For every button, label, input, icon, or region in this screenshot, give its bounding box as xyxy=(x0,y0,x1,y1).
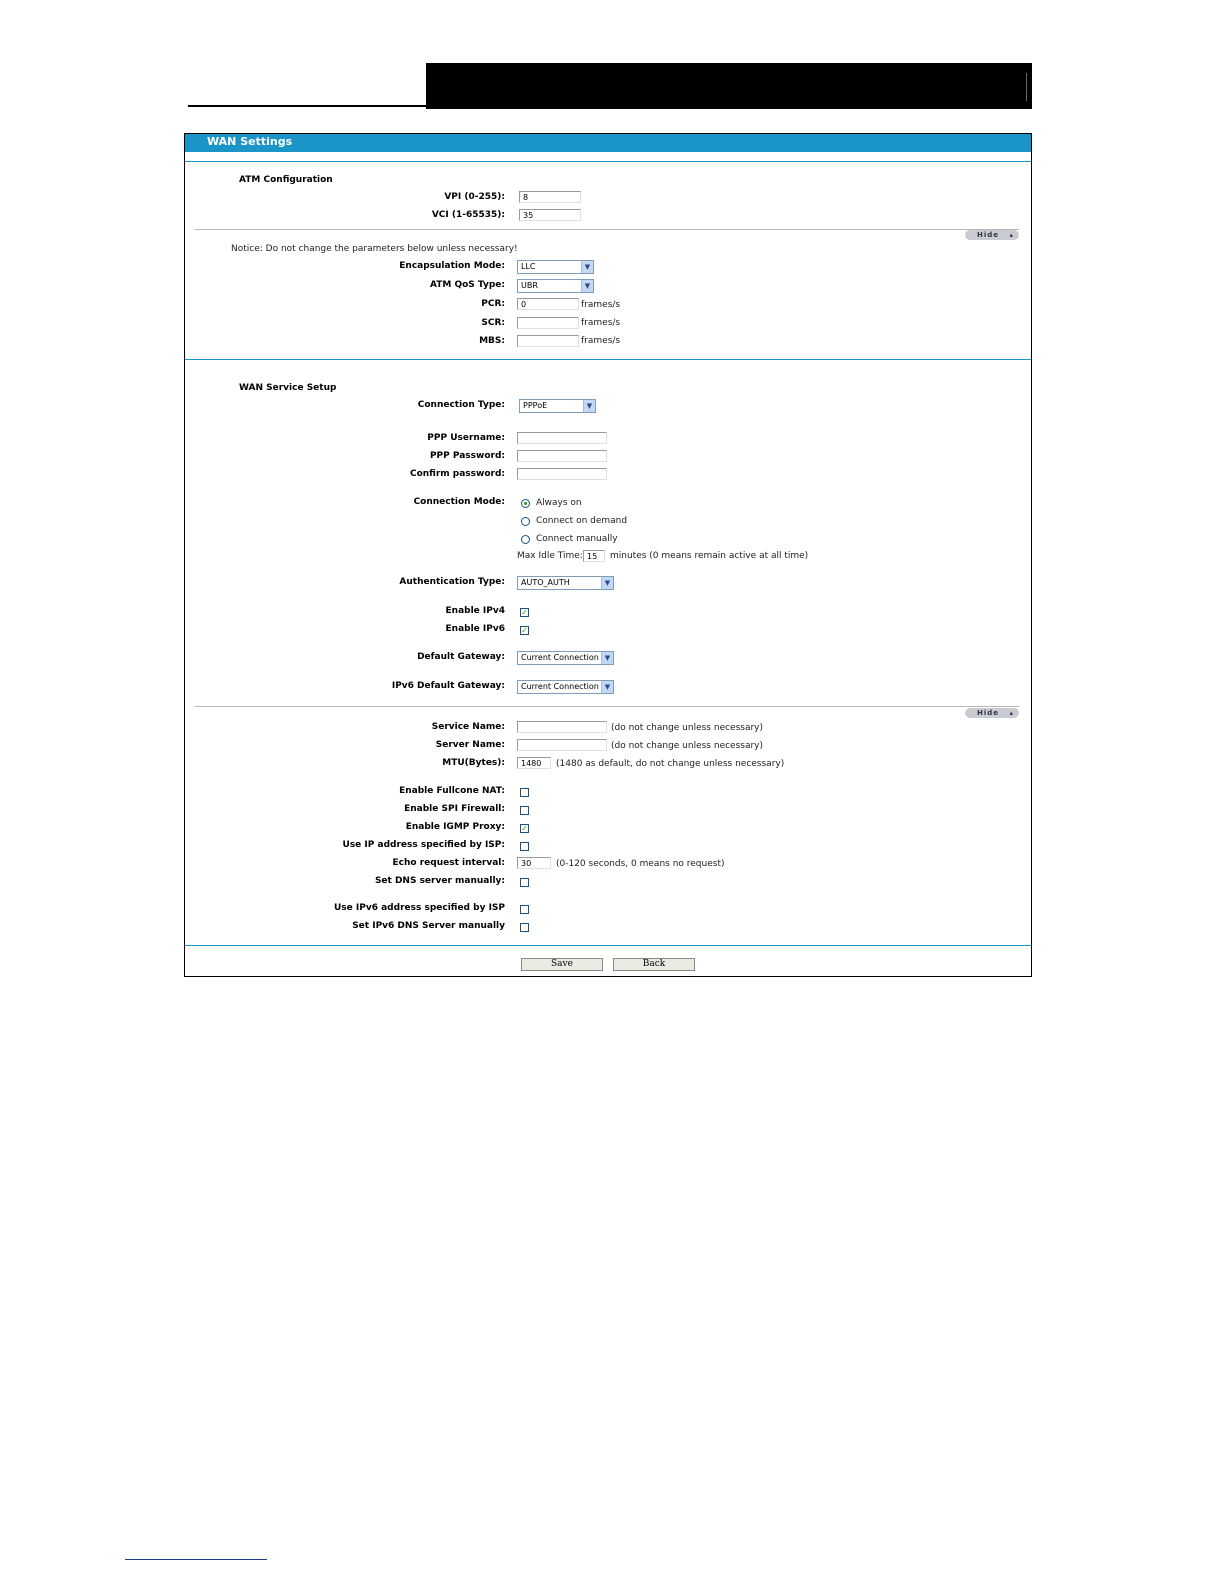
ipv6-dns-label: Set IPv6 DNS Server manually xyxy=(352,921,505,931)
chevron-down-icon: ▼ xyxy=(581,261,593,273)
password-input[interactable] xyxy=(517,450,607,462)
wan-section-title: WAN Service Setup xyxy=(239,383,337,393)
vpi-input[interactable]: 8 xyxy=(519,191,581,203)
service-name-input[interactable] xyxy=(517,721,607,733)
mbs-unit: frames/s xyxy=(581,336,621,346)
connection-mode-label: Connection Mode: xyxy=(413,497,505,507)
dns-manual-checkbox[interactable] xyxy=(520,878,529,887)
radio-always-on[interactable] xyxy=(521,499,530,508)
panel-title-bar xyxy=(185,134,1031,152)
ipv6-isp-label: Use IPv6 address specified by ISP xyxy=(334,903,505,913)
qos-value: UBR xyxy=(521,281,538,290)
spi-firewall-label: Enable SPI Firewall: xyxy=(404,804,505,814)
mbs-label: MBS: xyxy=(479,336,505,346)
ipv6-gateway-value: Current Connection xyxy=(521,682,599,691)
service-name-note: (do not change unless necessary) xyxy=(611,723,764,733)
chevron-down-icon: ▼ xyxy=(601,681,613,693)
back-button[interactable]: Back xyxy=(613,958,695,971)
radio-always-on-label: Always on xyxy=(536,498,582,508)
pcr-input[interactable]: 0 xyxy=(517,298,579,310)
username-input[interactable] xyxy=(517,432,607,444)
default-gateway-value: Current Connection xyxy=(521,653,599,662)
echo-interval-input[interactable]: 30 xyxy=(517,857,551,869)
server-name-label: Server Name: xyxy=(435,740,505,750)
hide-advanced-ppp-button[interactable] xyxy=(965,708,1019,718)
scr-input[interactable] xyxy=(517,317,579,329)
radio-connect-manually[interactable] xyxy=(521,535,530,544)
divider xyxy=(195,706,1019,707)
enable-ipv4-checkbox[interactable]: ✓ xyxy=(521,608,528,617)
pcr-unit: frames/s xyxy=(581,300,621,310)
document-header-bar xyxy=(426,63,1032,109)
confirm-password-label: Confirm password: xyxy=(409,469,505,479)
mbs-input[interactable] xyxy=(517,335,579,347)
max-idle-note: minutes (0 means remain active at all time) xyxy=(610,551,809,561)
mtu-label: MTU(Bytes): xyxy=(442,758,505,768)
document-footer-rule xyxy=(125,1559,267,1560)
auth-type-value: AUTO_AUTH xyxy=(521,578,570,587)
hide-label: Hide xyxy=(977,231,1000,239)
fullcone-nat-label: Enable Fullcone NAT: xyxy=(399,786,505,796)
connection-type-value: PPPoE xyxy=(523,401,548,410)
divider xyxy=(185,359,1031,360)
chevron-down-icon: ▼ xyxy=(583,400,595,412)
max-idle-label: Max Idle Time: xyxy=(517,551,583,561)
pcr-label: PCR: xyxy=(481,299,505,309)
divider xyxy=(185,945,1031,946)
enable-ipv6-label: Enable IPv6 xyxy=(445,624,505,634)
scr-unit: frames/s xyxy=(581,318,621,328)
isp-ip-checkbox[interactable] xyxy=(520,842,529,851)
divider xyxy=(185,161,1031,162)
radio-connect-on-demand[interactable] xyxy=(521,517,530,526)
chevron-down-icon: ▼ xyxy=(581,280,593,292)
save-button[interactable]: Save xyxy=(521,958,603,971)
igmp-proxy-label: Enable IGMP Proxy: xyxy=(405,822,505,832)
spi-firewall-checkbox[interactable] xyxy=(520,806,529,815)
atm-section-title: ATM Configuration xyxy=(239,175,333,185)
document-header-rule xyxy=(188,105,428,107)
hide-label: Hide xyxy=(977,709,1000,717)
wan-settings-panel xyxy=(184,133,1032,977)
radio-connect-manually-label: Connect manually xyxy=(536,534,618,544)
encapsulation-label: Encapsulation Mode: xyxy=(399,261,505,271)
panel-title: WAN Settings xyxy=(207,135,293,148)
auth-type-label: Authentication Type: xyxy=(399,577,505,587)
ipv6-gateway-label: IPv6 Default Gateway: xyxy=(391,681,505,691)
encapsulation-select[interactable] xyxy=(517,260,594,274)
chevron-down-icon: ▼ xyxy=(601,652,613,664)
dns-manual-label: Set DNS server manually: xyxy=(374,876,505,886)
fullcone-nat-checkbox[interactable] xyxy=(520,788,529,797)
server-name-note: (do not change unless necessary) xyxy=(611,741,764,751)
hide-advanced-atm-button[interactable] xyxy=(965,230,1019,240)
vci-input[interactable]: 35 xyxy=(519,209,581,221)
server-name-input[interactable] xyxy=(517,739,607,751)
collapse-arrow-icon: ▴ xyxy=(1009,231,1013,239)
notice-text: Notice: Do not change the parameters below unless necessary! xyxy=(231,244,518,254)
connection-type-select[interactable] xyxy=(519,399,596,413)
default-gateway-label: Default Gateway: xyxy=(417,652,505,662)
igmp-proxy-checkbox[interactable]: ✓ xyxy=(521,824,528,833)
service-name-label: Service Name: xyxy=(431,722,505,732)
vpi-label: VPI (0-255): xyxy=(444,192,505,202)
enable-ipv6-checkbox[interactable]: ✓ xyxy=(521,626,528,635)
username-label: PPP Username: xyxy=(427,433,505,443)
mtu-note: (1480 as default, do not change unless necessary) xyxy=(556,759,785,769)
isp-ip-label: Use IP address specified by ISP: xyxy=(342,840,505,850)
radio-connect-on-demand-label: Connect on demand xyxy=(536,516,628,526)
mtu-input[interactable]: 1480 xyxy=(517,757,551,769)
qos-label: ATM QoS Type: xyxy=(429,280,505,290)
confirm-password-input[interactable] xyxy=(517,468,607,480)
ipv6-dns-checkbox[interactable] xyxy=(520,923,529,932)
ipv6-gateway-select[interactable] xyxy=(517,680,614,694)
enable-ipv4-label: Enable IPv4 xyxy=(445,606,505,616)
chevron-down-icon: ▼ xyxy=(601,577,613,589)
echo-interval-note: (0-120 seconds, 0 means no request) xyxy=(556,859,725,869)
default-gateway-select[interactable] xyxy=(517,651,614,665)
encapsulation-value: LLC xyxy=(521,262,536,271)
auth-type-select[interactable] xyxy=(517,576,614,590)
max-idle-input[interactable]: 15 xyxy=(583,550,605,562)
echo-interval-label: Echo request interval: xyxy=(392,858,505,868)
divider xyxy=(195,229,1019,230)
scr-label: SCR: xyxy=(481,318,505,328)
collapse-arrow-icon: ▴ xyxy=(1009,709,1013,717)
qos-select[interactable] xyxy=(517,279,594,293)
password-label: PPP Password: xyxy=(429,451,505,461)
connection-type-label: Connection Type: xyxy=(417,400,505,410)
ipv6-isp-checkbox[interactable] xyxy=(520,905,529,914)
vci-label: VCI (1-65535): xyxy=(431,210,505,220)
